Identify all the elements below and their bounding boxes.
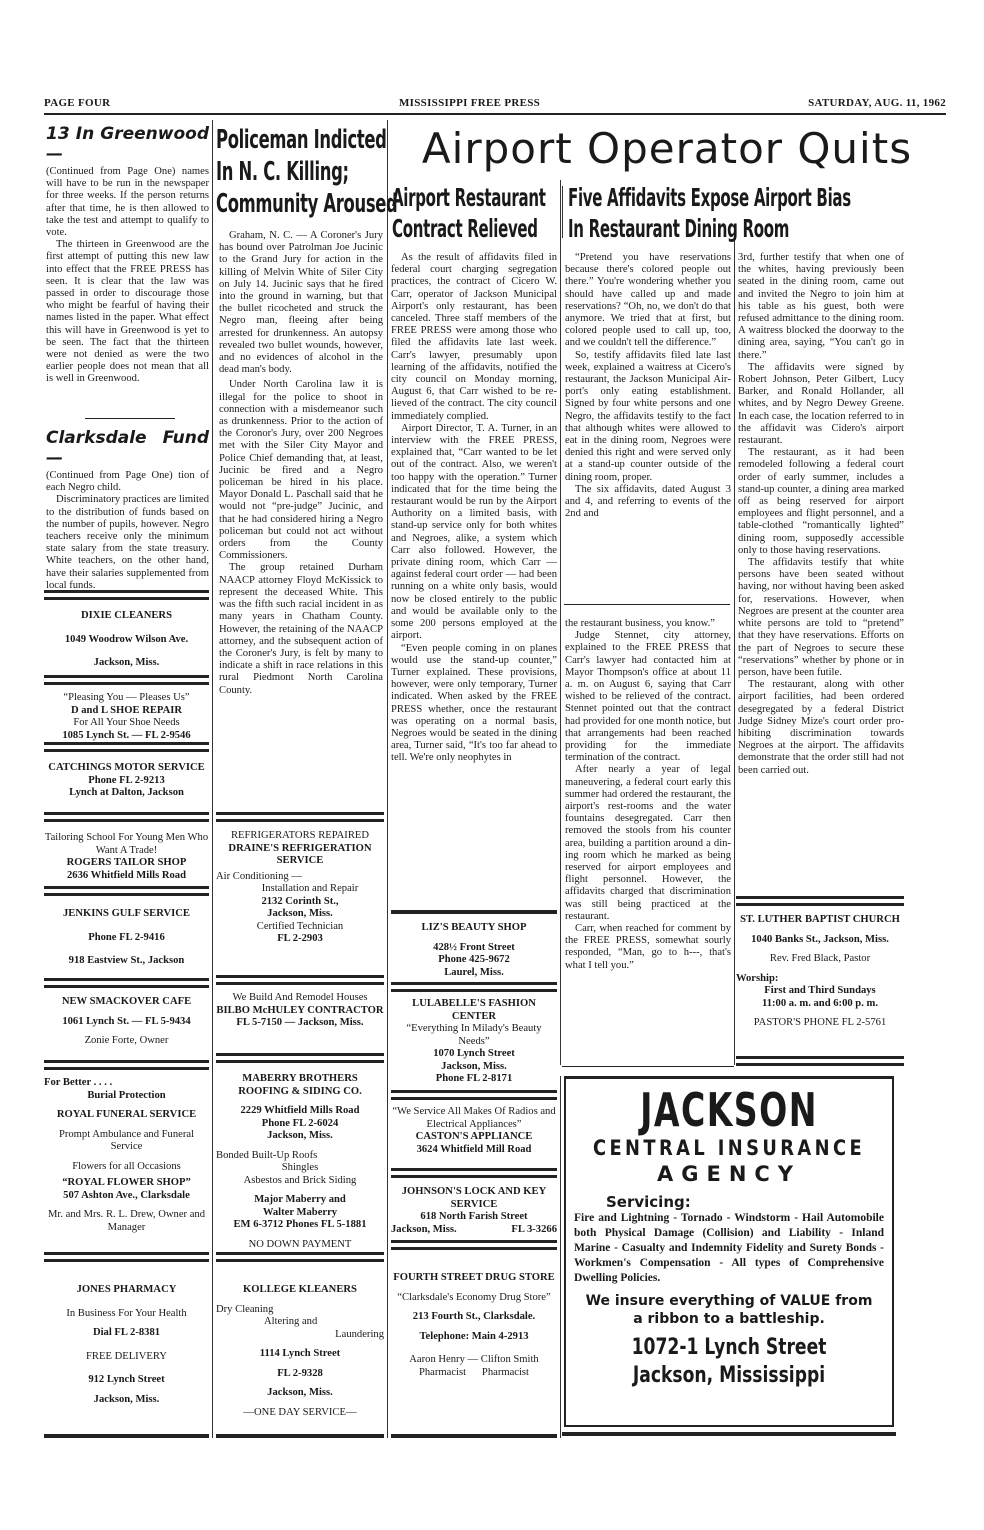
ad-flowers: Flowers for all Occasions xyxy=(72,1160,181,1172)
headline-line: In N. C. Killing; xyxy=(216,157,349,187)
ad-divider xyxy=(216,1053,384,1063)
ad-divider xyxy=(391,1240,557,1250)
ad-divider xyxy=(44,1060,209,1070)
greenwood-story xyxy=(46,124,209,386)
ad-jenkins-gulf xyxy=(44,908,209,968)
ad-draines-refrigeration xyxy=(216,830,384,946)
greenwood-paragraph: The thirteen in Greenwood are the first attempt of putting this new law into effect that the FREE PRESS has seen. It is clear that the law was passed in order to discourage those who might be fearful of having their names listed in the paper. What effect this will have in Greenwood is yet to be seen. The fact that the thirteen were not denied as were the two earlier people does not mean that all is well in Greenwood. xyxy=(46,239,209,385)
column-divider xyxy=(560,180,561,1065)
ad-castons-appliance xyxy=(391,1106,557,1156)
ad-offer: —ONE DAY SERVICE— xyxy=(243,1406,357,1418)
ad-owner: Zonie Forte, Owner xyxy=(84,1035,169,1046)
headline-line: Policeman Indicted xyxy=(216,125,387,155)
paper-name: MISSISSIPPI FREE PRESS xyxy=(399,97,541,109)
story-paragraph: the restaurant business, you know.” xyxy=(565,618,715,629)
ad-bilbo-contractor xyxy=(216,992,384,1030)
story-paragraph: Judge Stennet, city attorney, explained to the FREE PRESS that Carr's lawyer had contacted him at Mayor Thompson's office at about 11 a. m. on August 6, saying that Carr wished to be relieved of the contract. Stennet pointed out that the contract had provided for one month notice, but that arrangements had been reached providing for the immediate termination of the contract. xyxy=(565,630,731,764)
ad-tagline: In Business For Your Health xyxy=(66,1307,187,1319)
restaurant-continuation xyxy=(565,618,731,972)
ad-pharmacist-titles: Pharmacist Pharmacist xyxy=(418,1366,530,1378)
headline-line: Contract Relieved xyxy=(392,214,538,243)
ad-address: 1070 Lynch Street xyxy=(433,1048,515,1059)
ad-pastor: Rev. Fred Black, Pastor xyxy=(769,953,871,964)
page-label: PAGE FOUR xyxy=(44,97,111,109)
ad-title: BILBO McHULEY CONTRACTOR xyxy=(216,1004,384,1016)
ad-owner: Mr. and Mrs. R. L. Drew, Owner and Manager xyxy=(47,1209,205,1233)
ad-divider xyxy=(391,1090,557,1100)
ad-title: DRAINE'S REFRIGERATION SERVICE xyxy=(228,842,372,866)
ad-address: 1061 Lynch St. — FL 5-9434 xyxy=(62,1015,191,1027)
ad-title: KOLLEGE KLEANERS xyxy=(243,1284,357,1295)
ad-divider xyxy=(44,886,209,896)
ad-divider xyxy=(391,982,557,992)
column-divider xyxy=(387,120,388,1438)
ad-address: 3624 Whitfield Mill Road xyxy=(416,1143,532,1155)
ad-divider xyxy=(216,975,384,985)
ad-jackson-central-insurance xyxy=(564,1076,894,1427)
ad-subtitle: CENTRAL INSURANCE xyxy=(592,1136,866,1160)
ad-divider xyxy=(44,675,209,685)
story-paragraph: “Pretend you have reservations because there's colored people out there.” You're wondering whether you should have called up and made reservations? “Oh, no, we don't do that anymore. We tried that at first, but colored people used to call up, too, and we couldn't tell the difference.” xyxy=(565,252,731,349)
ad-phone: FL 2-9328 xyxy=(277,1367,323,1379)
ad-subtitle-2: AGENCY xyxy=(656,1162,802,1186)
ad-address: 2229 Whitfield Mills Road xyxy=(240,1105,360,1116)
story-paragraph: The affidavits were signed by Robert Johnson, Peter Gilbert, Lucy Barker, and Ronald Hollander, all whites, and by Negro Dewey Greene. In each case, the location referred to in the affidavit was Cidero's airport restaurant. xyxy=(738,361,904,447)
headline-line: Five Affidavits Expose Airport Bias xyxy=(568,183,851,212)
column-divider xyxy=(560,1076,561,1438)
ad-divider xyxy=(44,742,209,752)
ad-slogan: We insure everything of VALUE from a ribbon to a battleship. xyxy=(585,1293,873,1327)
story-paragraph: Airport Director, T. A. Turner, in an interview with the FREE PRESS, explained that, “Carr wanted to be let out of the contract. Also, we weren't too happy with the operation.” Turner indicated that for the time being the restaurant would be run by the Airport Authority on a limited basis, with stand-up service only for both whites and Negroes, alike, a system which Carr also followed. However, the private dining room, which Carr — against federal court order — had been running on a white only basis, would now be closed entirely to the public and would be available only to the some 200 persons employed at the airport. xyxy=(391,422,557,642)
ad-service: Bonded Built-Up Roofs xyxy=(216,1149,318,1161)
jump-divider xyxy=(564,604,730,605)
story-paragraph: As the result of affidavits filed in federal court charging segregation practices, the contract of Cicero W. Carr, operator of Jackson Municipal Airport's only restaurant, has been canceled. Three staff members of the FREE PRESS were among those who filed the affidavits late last week. Carr's lawyer, presumably upon learning of the affidavits, notified the city council on Monday morning, August 6, that Carr wished to be relieved of the contract. The city council immediately complied. xyxy=(391,252,557,422)
ad-certification: Certified Technician xyxy=(256,920,344,932)
ad-kollege-kleaners xyxy=(216,1284,384,1419)
ad-divider xyxy=(216,812,384,822)
ad-address: 618 North Farish Street xyxy=(420,1211,528,1222)
ad-st-luther-baptist xyxy=(736,914,904,1030)
ad-phone: FL 5-7150 — Jackson, Miss. xyxy=(236,1017,364,1028)
ad-divider xyxy=(391,1168,557,1178)
ad-offer: NO DOWN PAYMENT xyxy=(248,1238,352,1250)
ad-slogan: “Everything In Milady's Beauty Needs” xyxy=(406,1023,542,1047)
ad-divider xyxy=(44,1434,209,1438)
story-paragraph: The six affidavits, dated August 3 and 4, and referring to events of the 2nd and xyxy=(565,483,731,520)
ad-title: JACKSON xyxy=(640,1083,818,1137)
ad-phone: Phone FL 2-9213 xyxy=(88,774,165,786)
ad-city: Jackson, Miss. xyxy=(93,1393,160,1405)
ad-city: Jackson, Miss. xyxy=(441,1060,507,1072)
ad-jones-pharmacy xyxy=(44,1284,209,1406)
ad-divider xyxy=(44,978,209,988)
ad-title: ROGERS TAILOR SHOP xyxy=(66,857,187,868)
ad-address: 912 Lynch Street xyxy=(88,1374,165,1385)
ad-slogan: “Clarksdale's Economy Drug Store” xyxy=(397,1291,551,1303)
ad-dixie-cleaners xyxy=(44,610,209,670)
ad-service-2: Installation and Repair xyxy=(261,883,359,894)
ad-title: ST. LUTHER BAPTIST CHURCH xyxy=(740,914,900,925)
ad-tagline: For All Your Shoe Needs xyxy=(73,717,180,728)
ad-services-list: Fire and Lightning - Tornado - Windstorm - Hail Automobile both Physical Damage (Collision) and Liability - Inland Marine - Casualty and Indemnity Fidelity and Surety Bonds - Workmen's Compensation - All types of Comprehensive Dwelling Policies. xyxy=(574,1212,884,1284)
ad-address: 507 Ashton Ave., Clarksdale xyxy=(63,1189,190,1201)
banner-headline: Airport Operator Quits xyxy=(421,124,913,173)
ad-delivery: FREE DELIVERY xyxy=(86,1350,167,1362)
ad-catchings-motor xyxy=(44,762,209,800)
ad-city: Jackson, Miss. xyxy=(267,908,333,919)
ad-address: 1114 Lynch Street xyxy=(259,1348,341,1359)
issue-date: SATURDAY, AUG. 11, 1962 xyxy=(808,97,946,109)
ad-address: 1085 Lynch St. — FL 2-9546 xyxy=(62,729,191,741)
ad-city: Jackson, Miss. xyxy=(93,657,160,668)
ad-phone: PASTOR'S PHONE FL 2-5761 xyxy=(753,1017,887,1028)
ad-title: CASTON'S APPLIANCE xyxy=(415,1131,533,1142)
ad-divider xyxy=(44,590,209,600)
ad-title: JENKINS GULF SERVICE xyxy=(63,908,190,919)
ad-worship-days: First and Third Sundays xyxy=(764,985,876,996)
ad-worship-times: 11:00 a. m. and 6:00 p. m. xyxy=(762,997,878,1009)
ad-slogan-2: Burial Protection xyxy=(87,1089,166,1101)
ad-service-3: Asbestos and Brick Siding xyxy=(243,1174,357,1186)
clarksdale-kicker: Clarksdale Fund— xyxy=(46,428,209,468)
ad-service-2: Shingles xyxy=(281,1162,319,1173)
ad-address: 2636 Whitfield Mills Road xyxy=(67,869,186,881)
ad-dl-shoe-repair xyxy=(44,692,209,742)
headline-divider xyxy=(562,186,563,238)
ad-service: Air Conditioning — xyxy=(216,870,302,882)
ad-title: ROYAL FUNERAL SERVICE xyxy=(56,1109,197,1120)
ad-title: LIZ'S BEAUTY SHOP xyxy=(421,922,527,933)
ad-slogan: REFRIGERATORS REPAIRED xyxy=(230,830,370,841)
ad-divider xyxy=(44,1252,209,1262)
ad-servicing-label: Servicing: xyxy=(606,1193,691,1211)
restaurant-headline xyxy=(392,182,560,244)
masthead-rule xyxy=(44,113,946,115)
ad-title: LULABELLE'S FASHION CENTER xyxy=(412,998,536,1022)
story-paragraph: “Even people coming in on planes would use the stand-up counter,” Turner explained. These provisions, however, were only temporary, Turner indicated. When asked by the FREE PRESS whether, once the restaurant was operating on a normal basis, Negroes would be seated in the dining area, Turner said, “It's too far ahead to tell. We're only neophytes in xyxy=(391,642,557,764)
affidavits-col2 xyxy=(738,252,904,777)
ad-divider xyxy=(736,1056,904,1066)
ad-address: 428½ Front Street xyxy=(433,941,515,953)
column-divider xyxy=(734,240,735,1065)
ad-phone: Telephone: Main 4-2913 xyxy=(419,1330,529,1342)
story-paragraph: So, testify affidavits filed late last week, explained a waitress at Cicero's restaurant, the Jackson Municipal Airport's only eating establishment. Signed by four white persons and one Negro, the affidavits testify to the fact that although whites were allowed to eat in the dining room, Negroes were denied this right and were served only at a stand-up counter outside of the dining room, proper. xyxy=(565,349,731,483)
ad-city: Jackson, Miss. xyxy=(267,1130,333,1141)
ad-city: Jackson, Miss. xyxy=(391,1223,457,1235)
ad-phone-2: EM 6-3712 Phones FL 5-1881 xyxy=(233,1219,367,1230)
affidavits-headline xyxy=(568,182,928,244)
story-paragraph: The restaurant, along with other airport facilities, had been ordered desegregated by a federal District Judge Sidney Mize's court order prohibiting discrimination towards Negroes at the airport. The affidavits demonstrate that the order still had not been carried out. xyxy=(738,679,904,776)
ad-owner: Major Maberry and xyxy=(254,1194,346,1205)
ad-phone: Dial FL 2-8381 xyxy=(92,1327,161,1338)
ad-title: FOURTH STREET DRUG STORE xyxy=(393,1272,555,1283)
column-divider xyxy=(212,120,213,1438)
ad-city: Jackson, Miss. xyxy=(267,1387,333,1398)
clarksdale-paragraph: (Continued from Page One) tion of each Negro child. xyxy=(46,470,209,494)
ad-slogan: We Build And Remodel Houses xyxy=(232,992,368,1003)
ad-address: 1072-1 Lynch Street xyxy=(631,1335,827,1360)
headline-line: Community Aroused xyxy=(216,189,398,219)
story-paragraph: Under North Carolina law it is illegal for the police to shoot in connection with a misdemeanor such as drunkenness. Prior to the action of the Coronor's Jury, over 200 Negroes met with the Siler City Mayor and Police Chief demanding that, at least, Jucinic be fired and a Negro policeman be hired in his place. Mayor Donald L. Paschall said that he would not “pre-judge” Jucinic, and that he had considered hiring a Negro policeman but could not act without orders from the County Commissioners. xyxy=(219,379,383,562)
story-paragraph: 3rd, further testify that when one of the whites, having previously been seated in the dining room, came out and invited the Negro to join him at his table as his guest, both were refused admittance to the dining room. A waitress blocked the doorway to the dining area, saying, “You can't go in there.” xyxy=(738,252,904,361)
headline-line: Airport Restaurant xyxy=(392,183,546,212)
story-paragraph: Carr, when reached for comment by the FREE PRESS, somewhat sourly responded, “Man, go to h---, that's what I tell you.” xyxy=(565,923,731,971)
ad-divider xyxy=(562,1432,896,1436)
ad-address: 1040 Banks St., Jackson, Miss. xyxy=(751,933,889,945)
ad-slogan: “We Service All Makes Of Radios and Electrical Appliances” xyxy=(392,1106,556,1130)
headline-line: In Restaurant Dining Room xyxy=(568,214,790,243)
ad-lulabelles-fashion xyxy=(391,998,557,1086)
ad-phone: FL 3-3266 xyxy=(511,1223,557,1235)
ad-phone: Phone FL 2-8171 xyxy=(435,1073,513,1084)
ad-title: NEW SMACKOVER CAFE xyxy=(61,996,192,1007)
ad-owner-2: Walter Maberry xyxy=(262,1206,338,1218)
greenwood-kicker: 13 In Greenwood— xyxy=(46,124,209,164)
story-paragraph: Graham, N. C. — A Coroner's Jury has bound over Patrolman Joe Jucinic to the Grand Jury for action in the killing of Melvin White of Siler City on July 14. Jucinic says that he fired into the ground in warning, but that the bullet ricocheted and struck the Negro man, fleeing after being arrested for drunkenness. An autopsy revealed two bullet wounds, however, and no evidences of alcohol in the dead man's body. xyxy=(219,230,383,376)
ad-address: Lynch at Dalton, Jackson xyxy=(69,787,184,798)
ad-title: CATCHINGS MOTOR SERVICE xyxy=(48,762,205,773)
ad-phone: Phone 425-9672 xyxy=(438,954,510,965)
greenwood-paragraph: (Continued from Page One) names will have to be run in the newspaper for three weeks. If the person returns after that time, he is then allowed to take the test and attempt to qualify to vote. xyxy=(46,166,209,239)
ad-city: Jackson, Mississippi xyxy=(632,1363,826,1388)
ad-maberry-roofing xyxy=(216,1073,384,1251)
ad-divider xyxy=(391,1434,557,1438)
ad-title: D and L SHOE REPAIR xyxy=(70,704,183,716)
ad-address: 918 Eastview St., Jackson xyxy=(68,955,185,966)
ad-address: 213 Fourth St., Clarksdale. xyxy=(412,1311,536,1322)
ad-title: DIXIE CLEANERS xyxy=(81,610,172,621)
ad-address: 2132 Corinth St., xyxy=(261,895,339,907)
ad-new-smackover-cafe xyxy=(44,996,209,1048)
story-paragraph: The affidavits testify that white persons have been seated without having, nor without having been asked for, reservations. However, when Negroes are present at the counter area white persons are told to “pretend” that they have reservations. Efforts on the part of Negroes to secure these “reservations” whether by phone or in person, have been futile. xyxy=(738,557,904,678)
ad-fourth-street-drug xyxy=(391,1272,557,1379)
ad-royal-funeral xyxy=(44,1077,209,1234)
ad-rogers-tailor xyxy=(44,832,209,882)
story-paragraph: The group retained Durham NAACP attorney Floyd McKissick to represent the deceased White. This was the fifth such racial incident in as many years in Chatham County. However, the retaining of the NAACP attorney, and the subsequent action of the Coroner's Jury, is felt by many to indicate a shift in race relations in this rural Piedmont North Carolina County. xyxy=(219,562,383,696)
ad-phone: Phone FL 2-6024 xyxy=(261,1117,339,1129)
story-paragraph: The restaurant, as it had been remodeled following a federal court order of early summer, includes a stand-up counter, a dining area marked off as being reserved for airport employees and flight personnel, and a table-clothed “romantically lighted” dining room, supposedly accessible only to those having reservations. xyxy=(738,447,904,556)
policeman-headline xyxy=(216,124,398,220)
ad-divider xyxy=(44,812,209,822)
ad-title: JOHNSON'S LOCK AND KEY SERVICE xyxy=(401,1186,547,1210)
ad-worship-label: Worship: xyxy=(736,972,779,984)
clarksdale-story xyxy=(46,428,209,592)
ad-slogan: “Pleasing You — Pleases Us” xyxy=(63,692,190,703)
clarksdale-paragraph: Discriminatory practices are limited to the distribution of funds based on the number of pupils, however. Negro teachers receive only the minimum state salary from the state treasury. White teachers, on the other hand, have their salaries supplemented from local funds. xyxy=(46,494,209,591)
ad-johnsons-lock-key xyxy=(391,1186,557,1236)
ad-service-3: Laundering xyxy=(335,1328,384,1340)
ad-phone: FL 2-2903 xyxy=(277,933,323,944)
affidavits-col1 xyxy=(565,252,731,520)
ad-service: Dry Cleaning xyxy=(216,1303,274,1315)
ad-lizs-beauty-shop xyxy=(391,922,557,979)
ad-divider xyxy=(391,910,557,914)
ad-pharmacists: Aaron Henry — Clifton Smith xyxy=(409,1354,539,1365)
ad-flower-shop: “ROYAL FLOWER SHOP” xyxy=(62,1177,191,1188)
ad-title: JONES PHARMACY xyxy=(76,1284,177,1295)
ad-slogan: For Better . . . . xyxy=(44,1077,113,1088)
ad-city: Laurel, Miss. xyxy=(444,966,504,978)
divider xyxy=(562,1066,734,1067)
ad-address: 1049 Woodrow Wilson Ave. xyxy=(64,633,189,645)
ad-phone: Phone FL 2-9416 xyxy=(88,931,165,943)
masthead xyxy=(44,97,946,113)
restaurant-story xyxy=(391,252,557,765)
ad-slogan: Tailoring School For Young Men Who Want A Trade! xyxy=(44,832,209,856)
ad-title: MABERRY BROTHERS ROOFING & SIDING CO. xyxy=(238,1073,362,1097)
ad-divider xyxy=(736,896,904,906)
ad-service-2: Altering and xyxy=(264,1316,318,1327)
ad-divider xyxy=(216,1434,384,1438)
story-paragraph: After nearly a year of legal maneuvering, a federal court early this summer had ordered the restaurant, the airport's rest-rooms and the water fountains desegregated. Carr then removed the stools from his counter area, building a partition around a dining room which he marked as being reserved for airport employees and flight personnel. However, the affidavits charged that discrimination was still being practiced at the restaurant. xyxy=(565,764,731,922)
ad-service: Prompt Ambulance and Funeral Service xyxy=(58,1128,195,1152)
divider xyxy=(85,418,175,419)
policeman-story xyxy=(219,230,383,697)
ad-divider xyxy=(216,1252,384,1262)
